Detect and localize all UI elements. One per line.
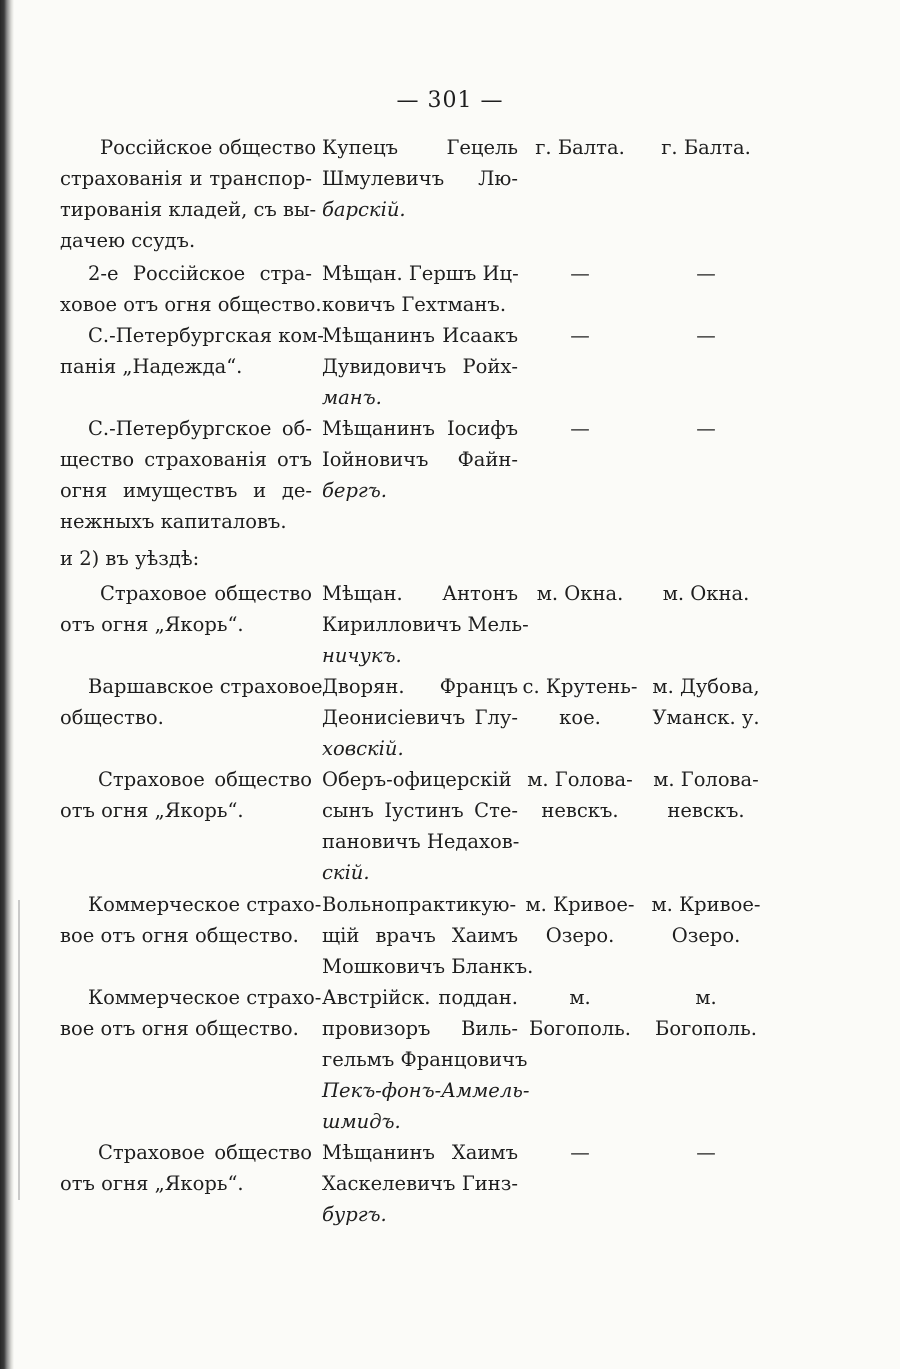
- place-cell: м. Голова- невскъ.: [527, 768, 633, 822]
- agent-line: Мѣщанинъ Исаакъ: [322, 324, 518, 347]
- place-cell: —: [570, 417, 590, 440]
- company-line: нежныхъ капиталовъ.: [60, 510, 287, 533]
- company-cell: [60, 578, 312, 640]
- agent-cell: [322, 320, 518, 413]
- place-cell: м. Кривое- Озеро.: [651, 893, 761, 947]
- agent-line: Купецъ Гецель: [322, 136, 518, 159]
- agent-cell: [322, 578, 529, 671]
- company-line: вое отъ огня общество.: [60, 924, 299, 947]
- company-line: 2-е Россійское стра-: [88, 262, 312, 285]
- agent-line: Мѣщан. Антонъ: [322, 582, 518, 605]
- agent-cell: [322, 889, 534, 982]
- agent-line: Кирилловичъ Мель-: [322, 613, 529, 636]
- company-line: Страховое общество: [100, 582, 312, 605]
- company-line: ховое отъ огня общество.: [60, 293, 322, 316]
- company-line: Страховое общество: [98, 1141, 312, 1164]
- agent-line: шмидъ.: [322, 1110, 401, 1133]
- place-cell: с. Крутень- кое.: [522, 675, 638, 729]
- company-cell: [60, 671, 323, 733]
- company-line: тированія кладей, съ вы-: [60, 198, 317, 221]
- company-cell: [60, 982, 322, 1044]
- agent-cell: [322, 671, 518, 764]
- company-cell: [60, 764, 312, 826]
- agent-line: гельмъ Францовичъ: [322, 1048, 528, 1071]
- agent-line: провизоръ Виль-: [322, 1017, 518, 1040]
- company-line: отъ огня „Якорь“.: [60, 799, 244, 822]
- place-cell: м. Окна.: [662, 582, 750, 605]
- company-cell: [60, 132, 317, 256]
- place-cell: м. Кривое- Озеро.: [525, 893, 635, 947]
- company-line: С.-Петербургская ком-: [88, 324, 324, 347]
- agent-line: ковичъ Гехтманъ.: [322, 293, 507, 316]
- place-cell: —: [696, 262, 716, 285]
- agent-line: Вольнопрактикую-: [322, 893, 517, 916]
- place-cell: м. Дубова, Уманск. у.: [652, 675, 760, 729]
- place-cell: —: [570, 1141, 590, 1164]
- company-line: отъ огня „Якорь“.: [60, 613, 244, 636]
- company-cell: [60, 320, 324, 382]
- place-cell: м. Голова- невскъ.: [653, 768, 759, 822]
- agent-line: ховскій.: [322, 737, 404, 760]
- agent-line: Шмулевичъ Лю-: [322, 167, 518, 190]
- place-cell: —: [570, 324, 590, 347]
- company-line: огня имуществъ и де-: [60, 479, 312, 502]
- agent-line: Іойновичъ Файн-: [322, 448, 518, 471]
- agent-cell: [322, 258, 518, 320]
- agent-line: манъ.: [322, 386, 382, 409]
- agent-line: Оберъ-офицерскій: [322, 768, 512, 791]
- agent-line: сынъ Іустинъ Сте-: [322, 799, 518, 822]
- company-line: Россійское общество: [100, 136, 317, 159]
- agent-line: Хаскелевичъ Гинз-: [322, 1172, 518, 1195]
- company-line: Коммерческое страхо-: [88, 893, 322, 916]
- agent-cell: [322, 413, 518, 506]
- place-cell: —: [696, 1141, 716, 1164]
- company-line: щество страхованія отъ: [60, 448, 312, 471]
- place-cell: —: [696, 417, 716, 440]
- company-line: дачею ссудъ.: [60, 229, 196, 252]
- page-shadow-line: [18, 900, 20, 1200]
- agent-line: пановичъ Недахов-: [322, 830, 520, 853]
- company-line: вое отъ огня общество.: [60, 1017, 299, 1040]
- company-cell: [60, 1137, 312, 1199]
- agent-line: барскій.: [322, 198, 406, 221]
- place-cell: г. Балта.: [661, 136, 751, 159]
- agent-line: Мѣщан. Гершъ Иц-: [322, 262, 519, 285]
- agent-line: Дувидовичъ Ройх-: [322, 355, 518, 378]
- company-line: С.-Петербургское об-: [88, 417, 312, 440]
- company-line: Страховое общество: [98, 768, 312, 791]
- book-spine-edge: [0, 0, 14, 1369]
- agent-line: Мѣщанинъ Хаимъ: [322, 1141, 518, 1164]
- place-cell: м. Окна.: [536, 582, 624, 605]
- company-line: Варшавское страховое: [88, 675, 323, 698]
- agent-line: Деонисіевичъ Глу-: [322, 706, 518, 729]
- company-cell: [60, 258, 322, 320]
- company-line: общество.: [60, 706, 164, 729]
- company-line: страхованія и транспор-: [60, 167, 312, 190]
- agent-cell: [322, 1137, 518, 1230]
- place-cell: —: [696, 324, 716, 347]
- section-heading: и 2) въ уѣздѣ:: [60, 547, 200, 570]
- agent-line: ничукъ.: [322, 644, 402, 667]
- company-cell: [60, 413, 312, 537]
- agent-line: бургъ.: [322, 1203, 387, 1226]
- place-cell: м. Богополь.: [529, 986, 631, 1040]
- agent-line: Дворян. Францъ: [322, 675, 518, 698]
- agent-line: Мошковичъ Бланкъ.: [322, 955, 534, 978]
- place-cell: г. Балта.: [535, 136, 625, 159]
- company-line: отъ огня „Якорь“.: [60, 1172, 244, 1195]
- agent-line: бергъ.: [322, 479, 387, 502]
- agent-line: Австрійск. поддан.: [322, 986, 518, 1009]
- company-line: панія „Надежда“.: [60, 355, 243, 378]
- company-cell: [60, 889, 322, 951]
- agent-line: скій.: [322, 861, 370, 884]
- agent-cell: [322, 764, 518, 888]
- company-line: Коммерческое страхо-: [88, 986, 322, 1009]
- agent-cell: [322, 132, 518, 225]
- agent-line: щій врачъ Хаимъ: [322, 924, 518, 947]
- agent-line: Мѣщанинъ Іосифъ: [322, 417, 518, 440]
- agent-line: Пекъ-фонъ-Аммель-: [322, 1079, 530, 1102]
- agent-cell: [322, 982, 530, 1137]
- place-cell: м. Богополь.: [655, 986, 757, 1040]
- page-number: — 301 —: [396, 88, 504, 113]
- place-cell: —: [570, 262, 590, 285]
